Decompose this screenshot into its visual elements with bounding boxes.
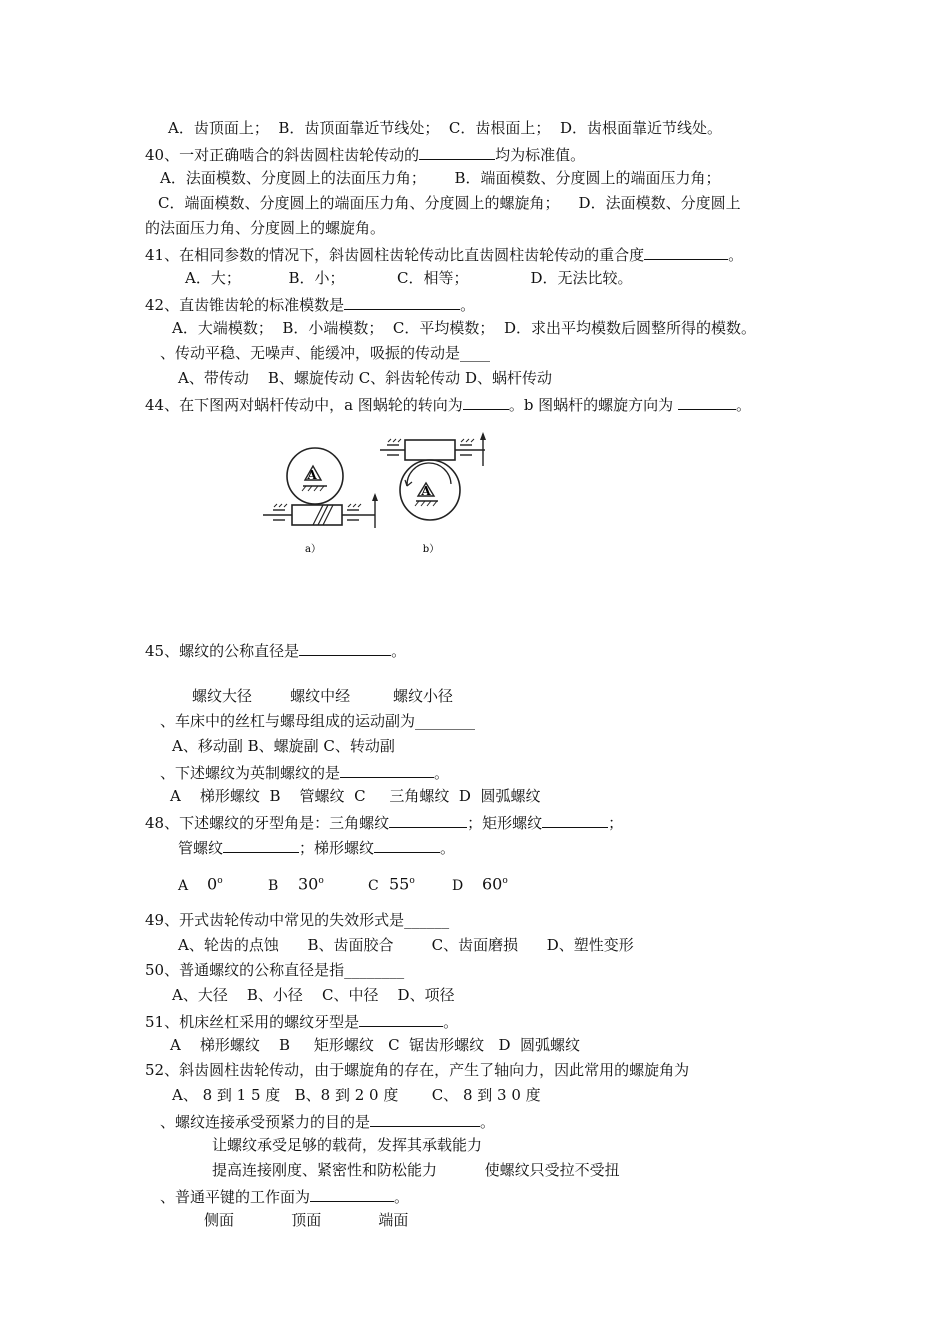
option-letter: C [368, 878, 379, 894]
q52-stem: 52、斜齿圆柱齿轮传动，由于螺旋角的存在，产生了轴向力，因此常用的螺旋角为 [145, 1061, 690, 1079]
q50-stem: 50、普通螺纹的公称直径是指________ [145, 961, 405, 979]
answer-blank[interactable] [374, 836, 440, 853]
q48-option-a-value [207, 871, 223, 894]
degree-mark: o [502, 876, 508, 886]
q48-option-c [368, 876, 379, 896]
option-letter: D [452, 878, 464, 894]
q47-stem-end: 。 [434, 764, 450, 782]
q48-option-b-value [298, 871, 324, 894]
q44-stem [145, 393, 751, 415]
option-letter: A [178, 878, 189, 894]
answer-blank[interactable] [299, 639, 391, 656]
answer-blank[interactable] [359, 1010, 443, 1027]
q48-line2-mid: ；梯形螺纹 [299, 839, 375, 857]
q51-options: A 梯形螺纹 B 矩形螺纹 C 锯齿形螺纹 D 圆弧螺纹 [170, 1036, 581, 1054]
answer-blank[interactable] [310, 1185, 394, 1202]
degree-mark: o [318, 876, 324, 886]
wheel-letter-b: A [421, 484, 431, 498]
answer-blank[interactable] [340, 761, 434, 778]
q54-stem-text: 、普通平键的工作面为 [160, 1188, 311, 1206]
q47-options: A 梯形螺纹 B 管螺纹 C 三角螺纹 D 圆弧螺纹 [170, 787, 541, 805]
q48-line1-text: 48、下述螺纹的牙型角是：三角螺纹 [145, 814, 390, 832]
q42-stem-text: 42、直齿锥齿轮的标准模数是 [145, 296, 345, 314]
answer-blank[interactable] [542, 811, 608, 828]
q48-option-d [452, 876, 463, 896]
q43-options: A、带传动 B、螺旋传动 C、斜齿轮传动 D、蜗杆传动 [178, 369, 552, 387]
option-value: 0 [207, 874, 218, 894]
q50-options: A、大径 B、小径 C、中径 D、项径 [172, 986, 455, 1004]
answer-blank[interactable] [389, 811, 467, 828]
q48-line2-text: 管螺纹 [178, 839, 224, 857]
q40-stem [145, 143, 585, 165]
worm-gear-figure [255, 428, 495, 563]
q51-stem-text: 51、机床丝杠采用的螺纹牙型是 [145, 1013, 360, 1031]
q53-stem-end: 。 [480, 1113, 496, 1131]
q43-stem: 、传动平稳、无噪声、能缓冲，吸振的传动是____ [160, 344, 491, 362]
wheel-letter-a: A [307, 468, 317, 482]
option-value: 55 [389, 874, 410, 894]
option-value: 30 [298, 874, 319, 894]
q45-stem-end: 。 [391, 642, 407, 660]
q48-option-b [268, 876, 278, 896]
answer-blank[interactable] [463, 393, 509, 410]
q54-stem [160, 1185, 409, 1207]
q40-stem-end: 均为标准值。 [495, 146, 586, 164]
degree-mark: o [409, 876, 415, 886]
q42-stem [145, 293, 475, 315]
q45-stem [145, 639, 406, 661]
figure-label-b: b） [422, 544, 440, 555]
answer-blank[interactable] [223, 836, 299, 853]
q41-stem-text: 41、在相同参数的情况下，斜齿圆柱齿轮传动比直齿圆柱齿轮传动的重合度 [145, 246, 645, 264]
q45-options: 螺纹大径 螺纹中经 螺纹小径 [192, 687, 454, 705]
q53-options-line1: 让螺纹承受足够的载荷，发挥其承载能力 [212, 1136, 483, 1154]
q45-stem-text: 45、螺纹的公称直径是 [145, 642, 300, 660]
q44-stem-end: 。 [735, 396, 751, 414]
q39-options: A．齿顶面上； B．齿顶面靠近节线处； C．齿根面上； D．齿根面靠近节线处。 [168, 119, 722, 137]
answer-blank[interactable] [644, 243, 728, 260]
q48-line2 [178, 836, 455, 858]
q46-options: A、移动副 B、螺旋副 C、转动副 [172, 737, 395, 755]
q51-stem-end: 。 [443, 1013, 459, 1031]
q44-stem-mid: 。b 图蜗杆的螺旋方向为 [508, 396, 678, 414]
worm-shaft-a [263, 493, 378, 528]
figure-label-a: a） [305, 544, 321, 555]
q47-stem-text: 、下述螺纹为英制螺纹的是 [160, 764, 341, 782]
q46-stem: 、车床中的丝杠与螺母组成的运动副为________ [160, 712, 476, 730]
q48-option-c-value [389, 871, 415, 894]
q49-stem: 49、开式齿轮传动中常见的失效形式是______ [145, 911, 450, 929]
q53-stem [160, 1110, 495, 1132]
q40-options-line2: C．端面模数、分度圆上的端面压力角、分度圆上的螺旋角； D．法面模数、分度圆上 [158, 194, 741, 212]
q51-stem [145, 1010, 458, 1032]
q48-line2-end: 。 [440, 839, 456, 857]
q48-line1 [145, 811, 623, 833]
q52-options: A、 8 到 1 5 度 B、8 到 2 0 度 C、 8 到 3 0 度 [172, 1086, 541, 1104]
q40-stem-text: 40、一对正确啮合的斜齿圆柱齿轮传动的 [145, 146, 420, 164]
q53-stem-text: 、螺纹连接承受预紧力的目的是 [160, 1113, 371, 1131]
q40-options-line3: 的法面压力角、分度圆上的螺旋角。 [145, 219, 386, 237]
option-value: 60 [482, 874, 503, 894]
q48-line1-mid: ；矩形螺纹 [467, 814, 543, 832]
q42-options: A．大端模数； B．小端模数； C．平均模数； D．求出平均模数后圆整所得的模数。 [172, 319, 756, 337]
q48-line1-end: ； [608, 814, 624, 832]
q49-options: A、轮齿的点蚀 B、齿面胶合 C、齿面磨损 D、塑性变形 [178, 936, 634, 954]
answer-blank[interactable] [344, 293, 460, 310]
q53-options-line2: 提高连接刚度、紧密性和防松能力 使螺纹只受拉不受扭 [212, 1161, 620, 1179]
q48-option-a [178, 876, 188, 896]
q42-stem-end: 。 [460, 296, 476, 314]
option-letter: B [268, 878, 279, 894]
answer-blank[interactable] [419, 143, 495, 160]
answer-blank[interactable] [370, 1110, 480, 1127]
q41-options: A．大； B．小； C．相等； D．无法比较。 [185, 269, 633, 287]
q54-stem-end: 。 [394, 1188, 410, 1206]
q40-options-line1: A．法面模数、分度圆上的法面压力角； B．端面模数、分度圆上的端面压力角； [160, 169, 721, 187]
q41-stem-end: 。 [728, 246, 744, 264]
q54-options: 侧面 顶面 端面 [204, 1211, 409, 1229]
q47-stem [160, 761, 449, 783]
q48-option-d-value [482, 871, 508, 894]
answer-blank[interactable] [678, 393, 736, 410]
degree-mark: o [217, 876, 223, 886]
q44-stem-text: 44、在下图两对蜗杆传动中，a 图蜗轮的转向为 [145, 396, 463, 414]
q41-stem [145, 243, 743, 265]
